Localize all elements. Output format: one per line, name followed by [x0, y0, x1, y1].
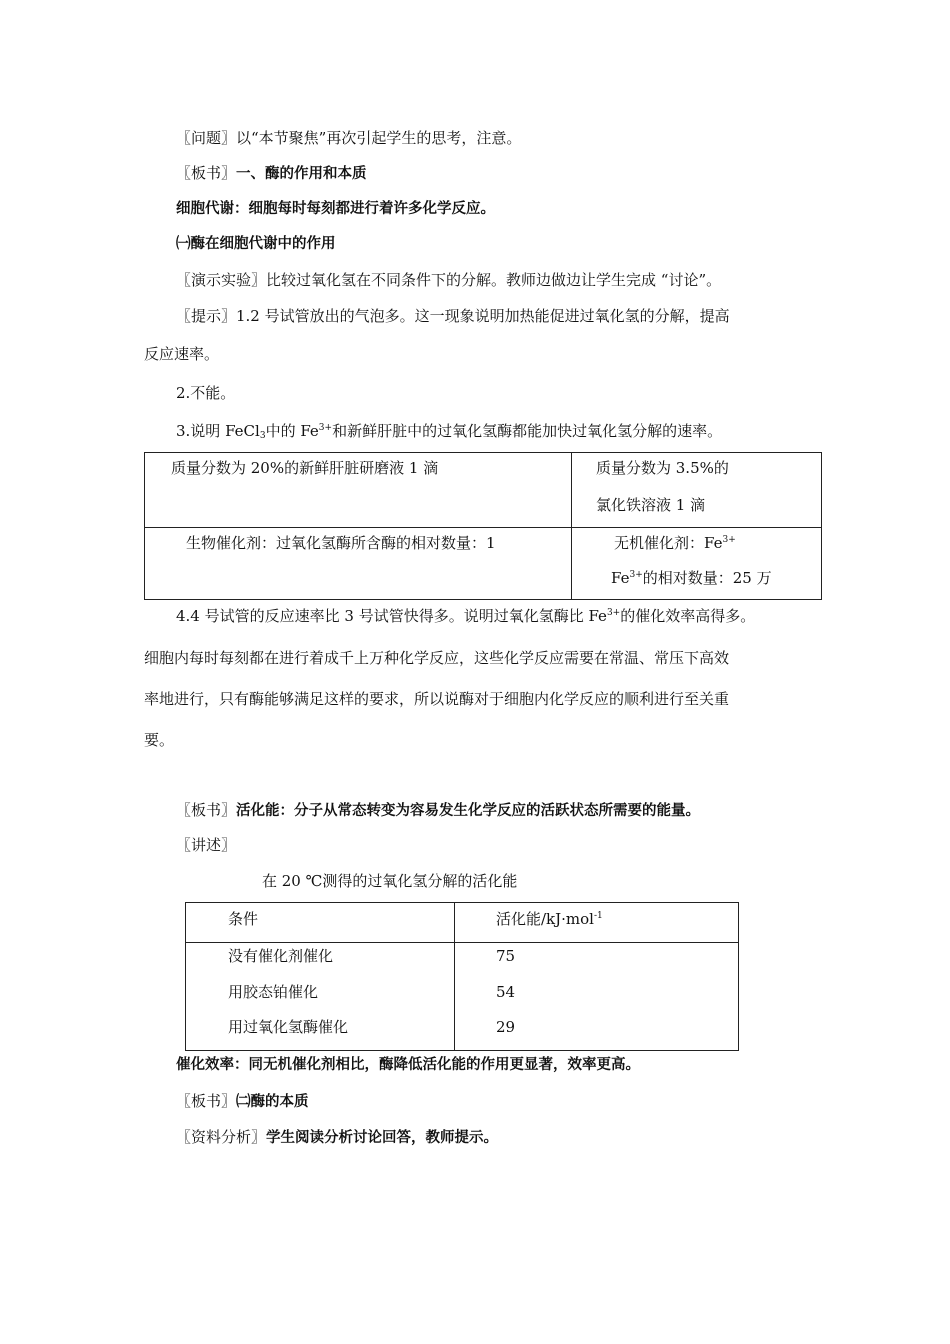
table-caption: 在 20 ℃测得的过氧化氢分解的活化能 — [262, 872, 518, 890]
table-cell-fecl3-a: 质量分数为 3.5%的 — [596, 459, 729, 477]
hint-line: 〖提示〗1.2 号试管放出的气泡多。这一现象说明加热能促进过氧化氢的分解，提高 — [176, 307, 730, 325]
comparison-table — [144, 452, 822, 600]
table-header-condition: 条件 — [228, 910, 259, 928]
fe-count-text: 的相对数量：25 万 — [642, 569, 772, 587]
table-cell-inorganic-catalyst — [614, 533, 736, 553]
paragraph-line-3: 要。 — [144, 731, 175, 749]
superscript-3plus: 3+ — [318, 423, 333, 433]
board-bold-text: 一、酶的作用和本质 — [236, 166, 367, 182]
board-prefix: 〖板书〗 — [176, 164, 237, 182]
answer-2: 2.不能。 — [176, 384, 236, 402]
table-divider-horizontal — [186, 942, 738, 943]
table-divider-horizontal — [145, 527, 821, 528]
answer-4 — [176, 606, 755, 626]
answer-3-part-a: 3.说明 FeCl — [176, 422, 260, 440]
superscript-minus-1: -1 — [593, 911, 603, 921]
table-divider-vertical — [571, 453, 572, 599]
activation-energy-table — [185, 902, 739, 1051]
demo-experiment-line: 〖演示实验〗比较过氧化氢在不同条件下的分解。教师边做边让学生完成 “讨论”。 — [176, 271, 722, 289]
hint-line-cont: 反应速率。 — [144, 345, 220, 363]
data-analysis-prefix: 〖资料分析〗 — [176, 1128, 267, 1146]
board-bold-text: 活化能：分子从常态转变为容易发生化学反应的活跃状态所需要的能量。 — [236, 803, 701, 819]
superscript-3plus: 3+ — [722, 535, 736, 545]
table-header-energy — [496, 909, 603, 929]
cell-metabolism-line: 细胞代谢：细胞每时每刻都进行着许多化学反应。 — [176, 201, 495, 217]
table-row-value: 75 — [496, 947, 516, 965]
subscript-3: 3 — [259, 431, 266, 441]
question-line: 〖问题〗以“本节聚焦”再次引起学生的思考，注意。 — [176, 129, 522, 147]
table-cell-bio-catalyst: 生物催化剂：过氧化氢酶所含酶的相对数量：1 — [186, 534, 496, 552]
table-cell-fecl3-b: 氯化铁溶液 1 滴 — [596, 496, 706, 514]
board-bold-text: ㈡酶的本质 — [236, 1094, 309, 1110]
answer-3-part-b: 中的 Fe — [265, 422, 319, 440]
answer-4-part-a: 4.4 号试管的反应速率比 3 号试管快得多。说明过氧化氢酶比 Fe — [176, 607, 607, 625]
board-activation-energy — [176, 800, 700, 821]
data-analysis-bold: 学生阅读分析讨论回答，教师提示。 — [266, 1130, 499, 1146]
board-prefix: 〖板书〗 — [176, 1092, 237, 1110]
paragraph-line-1: 细胞内每时每刻都在进行着成千上万种化学反应，这些化学反应需要在常温、常压下高效 — [144, 649, 730, 667]
table-row-condition: 没有催化剂催化 — [228, 947, 334, 965]
table-row-value: 29 — [496, 1018, 516, 1036]
superscript-3plus: 3+ — [629, 570, 643, 580]
header-energy-text: 活化能/kJ·mol — [496, 910, 594, 928]
catalytic-efficiency-line: 催化效率：同无机催化剂相比，酶降低活化能的作用更显著，效率更高。 — [176, 1057, 640, 1073]
table-divider-vertical — [454, 903, 455, 1050]
fe-label: Fe — [611, 569, 630, 587]
enzyme-role-heading: ㈠酶在细胞代谢中的作用 — [176, 236, 336, 252]
paragraph-line-2: 率地进行，只有酶能够满足这样的要求，所以说酶对于细胞内化学反应的顺利进行至关重 — [144, 690, 730, 708]
answer-4-part-b: 的催化效率高得多。 — [620, 607, 756, 625]
table-row-condition: 用过氧化氢酶催化 — [228, 1018, 349, 1036]
superscript-3plus: 3+ — [606, 608, 621, 618]
data-analysis-line — [176, 1127, 498, 1148]
lecture-label: 〖讲述〗 — [176, 836, 237, 854]
table-row-condition: 用胶态铂催化 — [228, 983, 319, 1001]
table-cell-liver: 质量分数为 20%的新鲜肝脏研磨液 1 滴 — [171, 459, 439, 477]
board-prefix: 〖板书〗 — [176, 801, 237, 819]
board-heading-1 — [176, 163, 367, 184]
inorganic-label: 无机催化剂：Fe — [614, 534, 723, 552]
answer-3-part-c: 和新鲜肝脏中的过氧化氢酶都能加快过氧化氢分解的速率。 — [332, 422, 723, 440]
answer-3 — [176, 421, 722, 441]
table-cell-fe-count — [611, 568, 772, 588]
board-enzyme-nature — [176, 1091, 309, 1112]
table-row-value: 54 — [496, 983, 516, 1001]
